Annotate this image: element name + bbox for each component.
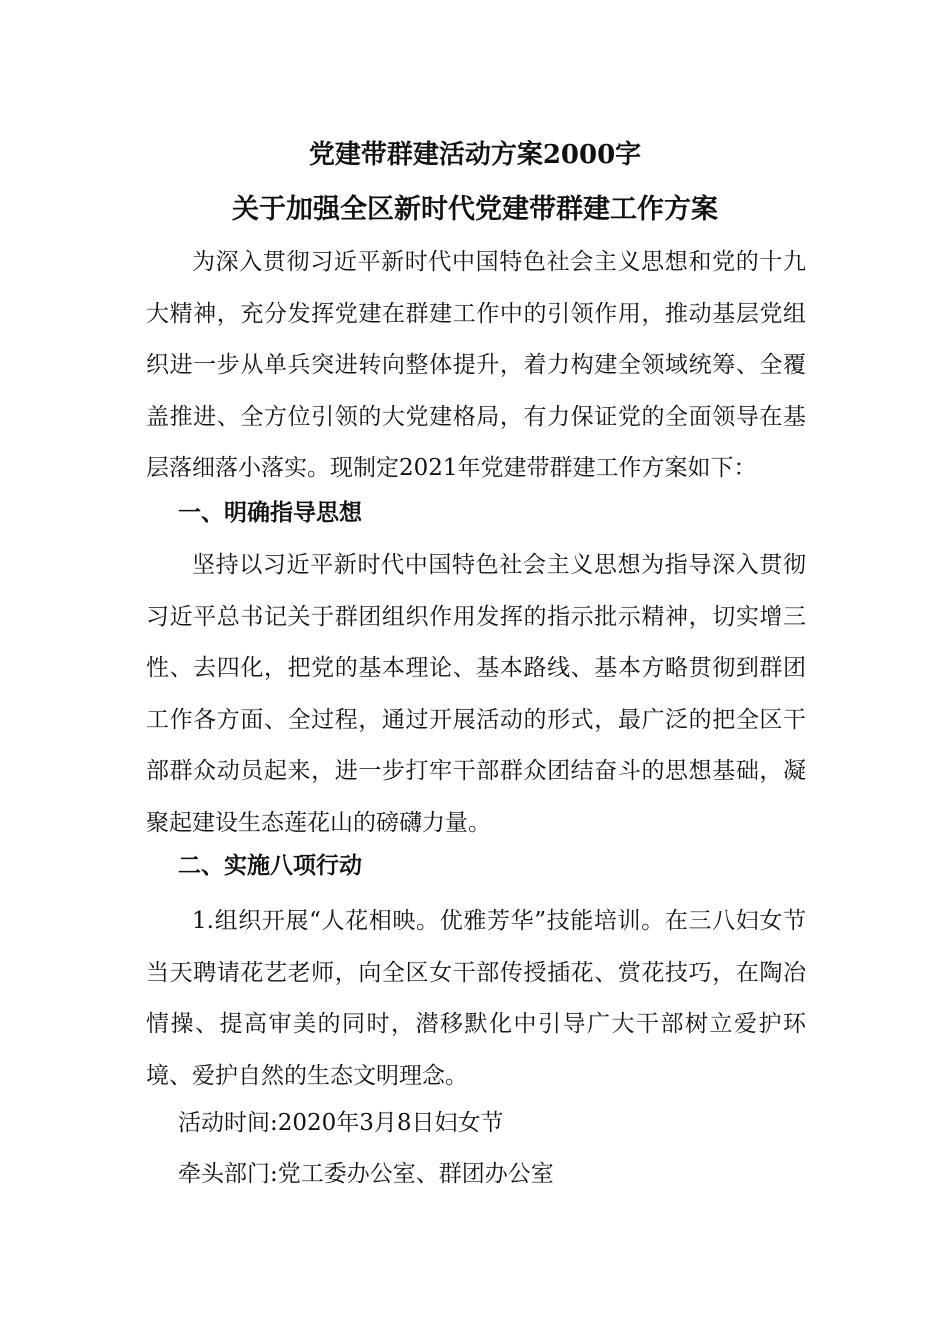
section-heading-guiding-thought: 一、明确指导思想 <box>178 499 362 526</box>
document-subtitle: 关于加强全区新时代党建带群建工作方案 <box>232 194 718 225</box>
section-heading-eight-actions: 二、实施八项行动 <box>178 852 362 879</box>
guiding-thought-paragraph: 坚持以习近平新时代中国特色社会主义思想为指导深入贯彻习近平总书记关于群团组织作用发挥的指示批示精神，切实增三性、去四化，把党的基本理论、基本路线、基本方略贯彻到群团工作各方面、全过程，通过开展活动的形式，最广泛的把全区干部群众动员起来，进一步打牢干部群众团结奋斗的思想基础，凝聚起建设生态莲花山的磅礴力量。 <box>146 552 806 836</box>
action-1-paragraph: 1.组织开展“人花相映。优雅芳华”技能培训。在三八妇女节当天聘请花艺老师，向全区女干部传授插花、赏花技巧，在陶冶情操、提高审美的同时，潜移默化中引导广大干部树立爱护环境、爱护自然的生态文明理念。 <box>146 908 806 1089</box>
activity-time-line: 活动时间:2020年3月8日妇女节 <box>178 1110 504 1136</box>
intro-paragraph: 为深入贯彻习近平新时代中国特色社会主义思想和党的十九大精神，充分发挥党建在群建工作中的引领作用，推动基层党组织进一步从单兵突进转向整体提升，着力构建全领域统筹、全覆盖推进、全方位引领的大党建格局，有力保证党的全面领导在基层落细落小落实。现制定2021年党建带群建工作方案如下： <box>146 249 806 481</box>
document-title: 党建带群建活动方案2000字 <box>308 140 642 170</box>
lead-department-line: 牵头部门:党工委办公室、群团办公室 <box>178 1161 554 1187</box>
